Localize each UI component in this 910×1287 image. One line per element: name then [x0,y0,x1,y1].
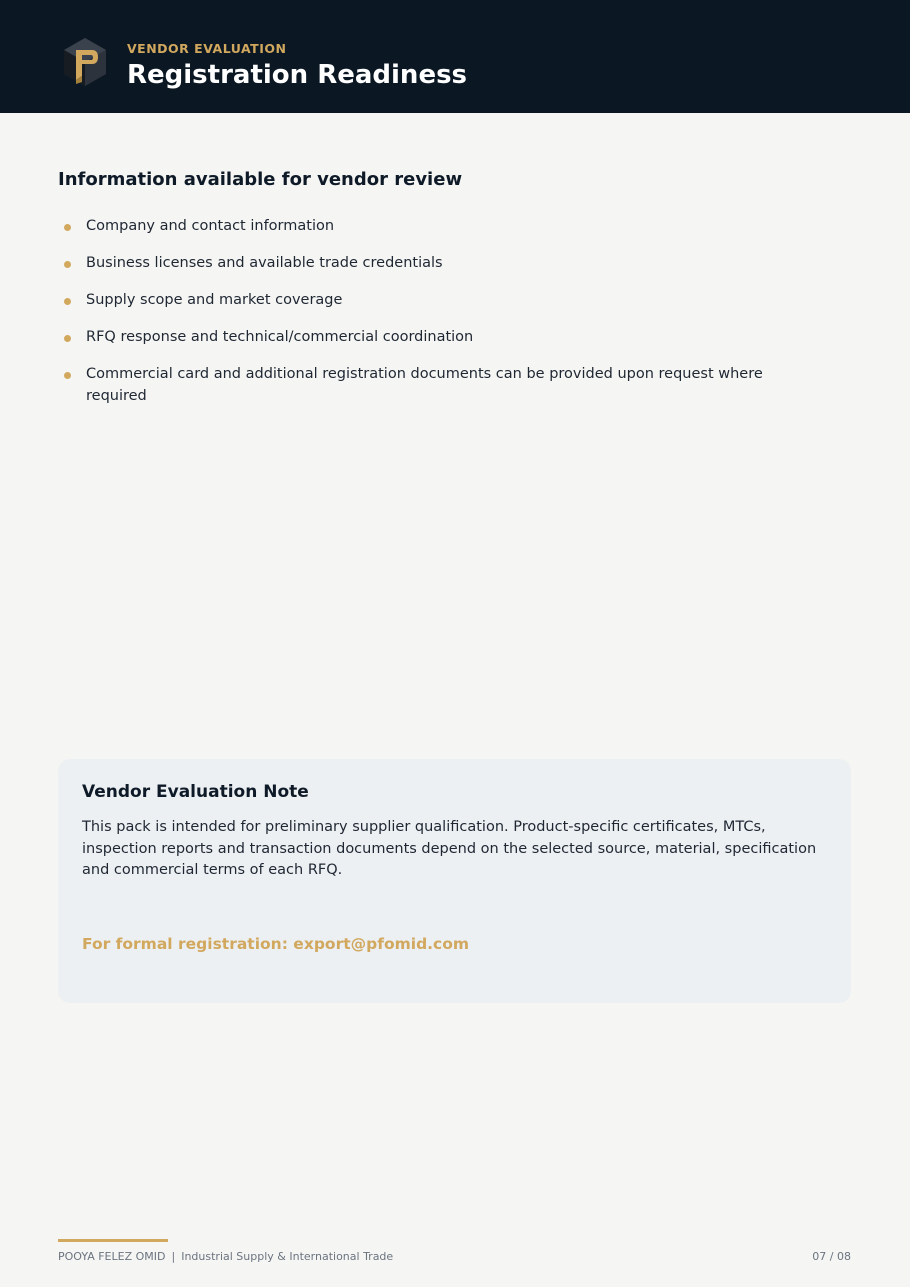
footer-company-name: POOYA FELEZ OMID [58,1250,166,1263]
list-item [58,215,778,237]
bullet-dot-icon [64,372,71,379]
section-heading: Information available for vendor review [58,169,463,190]
note-title: Vendor Evaluation Note [82,782,309,802]
list-item-label: Business licenses and available trade credentials [86,255,443,271]
registration-contact: For formal registration: export@pfomid.com [82,935,470,953]
footer-company [58,1250,393,1264]
vendor-evaluation-note [58,759,851,1003]
list-item-label: Commercial card and additional registration documents can be provided upon request where required [86,366,763,404]
header-eyebrow: VENDOR EVALUATION [127,41,287,56]
cube-p-logo-icon [60,36,110,88]
list-item [58,326,778,348]
vendor-info-list [58,215,778,422]
page-title: Registration Readiness [127,60,468,90]
list-item-label: Supply scope and market coverage [86,292,343,308]
list-item [58,363,778,407]
list-item [58,252,778,274]
footer-tagline: Industrial Supply & International Trade [181,1250,394,1263]
list-item-label: Company and contact information [86,218,335,234]
list-item-label: RFQ response and technical/commercial coordination [86,329,474,345]
bullet-dot-icon [64,335,71,342]
bullet-dot-icon [64,224,71,231]
bullet-dot-icon [64,298,71,305]
footer-accent-rule [58,1239,168,1242]
footer-separator: | [171,1250,176,1263]
page-header [0,0,910,113]
page-number: 07 / 08 [812,1250,851,1263]
bullet-dot-icon [64,261,71,268]
note-body: This pack is intended for preliminary supplier qualification. Product-specific certificates, MTCs, inspection reports and transaction documents depend on the selected source, material, specification and commercial terms of each RFQ. [82,819,817,878]
list-item [58,289,778,311]
